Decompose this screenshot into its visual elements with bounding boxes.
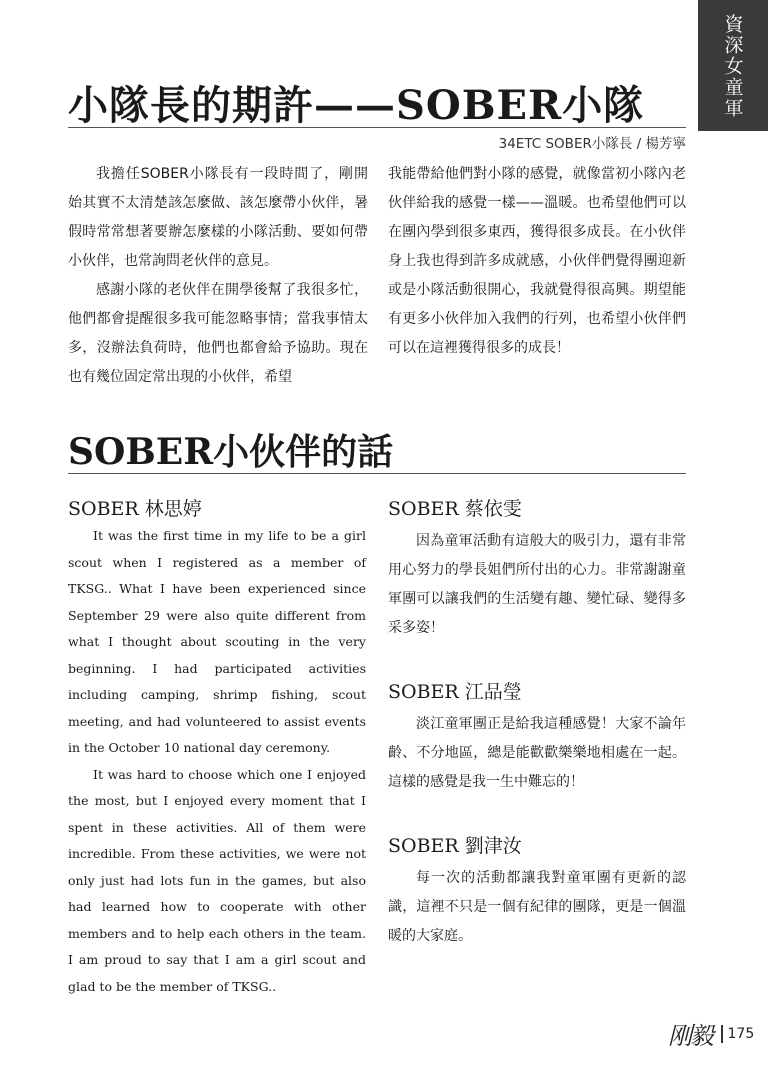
article-paragraph: 我能帶給他們對小隊的感覺，就像當初小隊內老伙伴給我的感覺一樣——溫暖。也希望他們可以在團內學到很多東西，獲得很多成長。在小伙伴身上我也得到許多成就感，小伙伴們覺得團迎新或是小隊活動很開心，我就覺得很高興。期望能有更多小伙伴加入我們的行列，也希望小伙伴們可以在這裡獲得很多的成長！ (388, 166, 686, 356)
page-footer (668, 1016, 754, 1051)
testimonial-paragraph: 因為童軍活動有這般大的吸引力，還有非常用心努力的學長姐們所付出的心力。非常謝謝童軍團可以讓我們的生活變有趣、變忙碌、變得多采多姿！ (388, 533, 686, 636)
testimonial-paragraph: 每一次的活動都讓我對童軍團有更新的認識，這裡不只是一個有紀律的團隊，更是一個溫暖的大家庭。 (388, 870, 686, 944)
testimonial-heading: SOBER 林思婷 (68, 498, 202, 520)
page-number: 175 (727, 1025, 755, 1042)
article-paragraph: 我擔任SOBER小隊長有一段時間了，剛開始其實不太清楚該怎麼做、該怎麼帶小伙伴，暑假時常常想著要辦怎麼樣的小隊活動、要如何帶小伙伴，也常詢問老伙伴的意見。 (68, 166, 368, 269)
section-title: SOBER小伙伴的話 (68, 431, 394, 473)
calligraphy-signature: 刚毅 (668, 1022, 712, 1050)
section-tab-label: 資深女童軍 (721, 14, 744, 119)
testimonial-heading: SOBER 蔡依雯 (388, 498, 522, 520)
testimonial-paragraph: It was the first time in my life to be a girl scout when I registered as a member of TKSG.. What I have been experienced since September 29 were also quite different from what I thought about scouting in the very beginning. I had participated activities including camping, shrimp fishing, scout meeting, and had volunteered to assist events in the October 10 national day ceremony. (68, 528, 366, 755)
chinese-testimonials (388, 494, 686, 951)
testimonial-paragraph: It was hard to choose which one I enjoyed the most, but I enjoyed every moment that I spent in these activities. All of them were incredible. From these activities, we were not only just had lots fun in the games, but also had learned how to cooperate with other members and to help each others in the team. I am proud to say that I am a girl scout and glad to be the member of TKSG.. (68, 766, 366, 994)
title-divider (68, 127, 686, 128)
testimonial-heading: SOBER 劉津汝 (388, 835, 522, 857)
article-right-column (388, 160, 686, 363)
article-left-column (68, 160, 368, 392)
article-title: 小隊長的期許——SOBER小隊 (68, 82, 645, 129)
testimonial-paragraph: 淡江童軍團正是給我這種感覺！大家不論年齡、不分地區，總是能歡歡樂樂地相處在一起。這樣的感覺是我一生中難忘的！ (388, 716, 686, 790)
english-testimonial (68, 494, 366, 1000)
section-tab (698, 0, 768, 131)
footer-separator (721, 1025, 723, 1043)
article-byline: 34ETC SOBER小隊長 / 楊芳寧 (498, 136, 686, 152)
testimonial-heading: SOBER 江品瑩 (388, 681, 522, 703)
article-paragraph: 感謝小隊的老伙伴在開學後幫了我很多忙，他們都會提醒很多我可能忽略事情；當我事情太多，沒辦法負荷時，他們也都會給予協助。現在也有幾位固定常出現的小伙伴，希望 (68, 282, 368, 385)
section-divider (68, 473, 686, 474)
